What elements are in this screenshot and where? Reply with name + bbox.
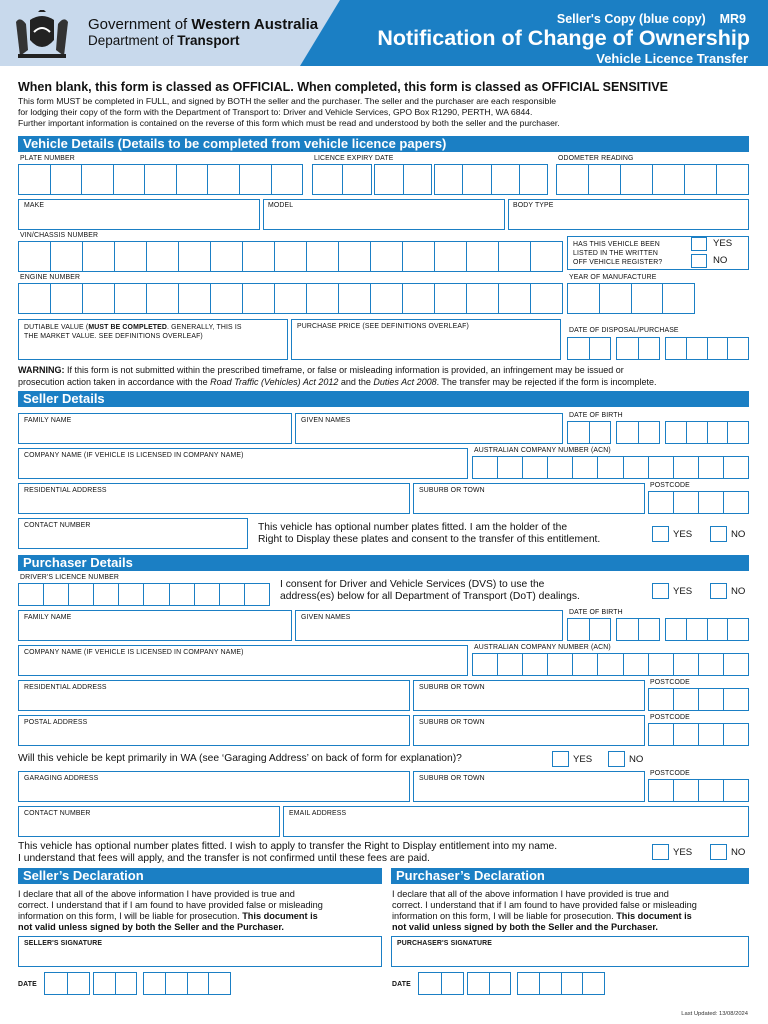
engine-number-field[interactable] — [18, 283, 563, 314]
dvs-consent-no-label: NO — [731, 586, 746, 597]
seller-details-heading: Seller Details — [18, 391, 749, 407]
year-of-manufacture-label: YEAR OF MANUFACTURE — [569, 274, 657, 281]
classification-notice: When blank, this form is classed as OFFICIAL. When completed, this form is classed as OFFICIAL SENSITIVE — [18, 80, 668, 94]
garaging-no-checkbox[interactable] — [608, 751, 625, 767]
purchaser-declaration-heading: Purchaser’s Declaration — [391, 868, 749, 884]
purchaser-signature-label: PURCHASER'S SIGNATURE — [397, 940, 493, 947]
purchaser-family-name-label: FAMILY NAME — [24, 614, 72, 621]
disposal-year-field[interactable] — [665, 337, 749, 360]
dvs-consent-statement — [280, 579, 580, 602]
intro-line: Further important information is contained on the reverse of this form which must be read and understood by both the seller and the purchaser. — [18, 118, 560, 128]
seller-date-year-field[interactable] — [143, 972, 231, 995]
dutiable-value-label: DUTIABLE VALUE (MUST BE COMPLETED. GENERALLY, THIS IS THE MARKET VALUE. SEE DEFINITIONS OVERLEAF) — [24, 324, 242, 340]
postal-postcode-label: POSTCODE — [650, 714, 690, 721]
dvs-consent-line: I consent for Driver and Vehicle Services (DVS) to use the — [280, 579, 545, 590]
seller-dob-day-field[interactable] — [567, 421, 611, 444]
seller-acn-field[interactable] — [472, 456, 749, 479]
wa-crest-icon — [10, 10, 74, 62]
licence-expiry-year-field[interactable] — [434, 164, 548, 195]
purchaser-acn-field[interactable] — [472, 653, 749, 676]
year-of-manufacture-field[interactable] — [567, 283, 695, 314]
written-off-yes-label: YES — [713, 238, 733, 249]
seller-given-names-label: GIVEN NAMES — [301, 417, 351, 424]
purchaser-plates-no-label: NO — [731, 847, 746, 858]
purchaser-postcode-label: POSTCODE — [650, 679, 690, 686]
seller-dob-label: DATE OF BIRTH — [569, 412, 623, 419]
seller-dob-month-field[interactable] — [616, 421, 660, 444]
vehicle-details-heading: Vehicle Details (Details to be completed from vehicle licence papers) — [18, 136, 749, 152]
plate-number-label: PLATE NUMBER — [20, 155, 75, 162]
licence-expiry-day-field[interactable] — [312, 164, 372, 195]
drivers-licence-field[interactable] — [18, 583, 270, 606]
vin-label: VIN/CHASSIS NUMBER — [20, 232, 99, 239]
disposal-day-field[interactable] — [567, 337, 611, 360]
purchaser-dob-year-field[interactable] — [665, 618, 749, 641]
purchaser-date-label: DATE — [392, 981, 411, 988]
model-field[interactable] — [263, 199, 505, 230]
seller-plates-no-checkbox[interactable] — [710, 526, 727, 542]
purchaser-plates-no-checkbox[interactable] — [710, 844, 727, 860]
form-title: Notification of Change of Ownership — [377, 26, 750, 50]
make-field[interactable] — [18, 199, 260, 230]
garaging-suburb-label: SUBURB OR TOWN — [419, 775, 485, 782]
seller-postcode-label: POSTCODE — [650, 482, 690, 489]
odometer-field[interactable] — [556, 164, 749, 195]
purchaser-dob-month-field[interactable] — [616, 618, 660, 641]
purchaser-plates-yes-label: YES — [673, 847, 693, 858]
seller-residential-address-label: RESIDENTIAL ADDRESS — [24, 487, 107, 494]
seller-plates-yes-checkbox[interactable] — [652, 526, 669, 542]
written-off-yes-checkbox[interactable] — [691, 237, 707, 251]
purchaser-dob-day-field[interactable] — [567, 618, 611, 641]
postal-postcode-field[interactable] — [648, 723, 749, 746]
intro-line: for lodging their copy of the form with the Department of Transport to: Driver and Vehicle Services, GPO Box R1290, PERTH, WA 6844. — [18, 107, 533, 117]
garaging-yes-label: YES — [573, 754, 593, 765]
vin-field[interactable] — [18, 241, 563, 272]
purchaser-plates-line: I understand that fees will apply, and the transfer is not confirmed until these fees are paid. — [18, 852, 430, 864]
purchaser-date-month-field[interactable] — [467, 972, 511, 995]
purchaser-declaration-text: I declare that all of the above information I have provided is true and correct. I understand that if I am found to have provided false or misleading information on this form, I will be liable for prosecution. This document is not valid unless signed by both the Seller and the Purchaser. — [392, 889, 697, 932]
email-address-label: EMAIL ADDRESS — [289, 810, 347, 817]
purchaser-company-name-label: COMPANY NAME (IF VEHICLE IS LICENSED IN COMPANY NAME) — [24, 649, 244, 656]
seller-company-name-label: COMPANY NAME (IF VEHICLE IS LICENSED IN COMPANY NAME) — [24, 452, 244, 459]
make-label: MAKE — [24, 202, 45, 209]
garaging-question: Will this vehicle be kept primarily in WA (see ‘Garaging Address’ on back of form for explanation)? — [18, 753, 462, 764]
written-off-no-checkbox[interactable] — [691, 254, 707, 268]
seller-plates-line: Right to Display these plates and consent to the transfer of this entitlement. — [258, 533, 601, 545]
form-subtitle: Vehicle Licence Transfer — [596, 51, 748, 66]
email-address-field[interactable] — [283, 806, 749, 837]
dvs-consent-yes-checkbox[interactable] — [652, 583, 669, 599]
purchaser-date-year-field[interactable] — [517, 972, 605, 995]
seller-signature-label: SELLER'S SIGNATURE — [24, 940, 103, 947]
garaging-no-label: NO — [629, 754, 644, 765]
licence-expiry-month-field[interactable] — [374, 164, 432, 195]
seller-family-name-label: FAMILY NAME — [24, 417, 72, 424]
seller-suburb-label: SUBURB OR TOWN — [419, 487, 485, 494]
dvs-consent-no-checkbox[interactable] — [710, 583, 727, 599]
purchaser-contact-number-label: CONTACT NUMBER — [24, 810, 91, 817]
purchaser-residential-address-label: RESIDENTIAL ADDRESS — [24, 684, 107, 691]
intro-line: This form MUST be completed in FULL, and signed by BOTH the seller and the purchaser. The seller and the purchaser are each responsible — [18, 96, 557, 106]
garaging-yes-checkbox[interactable] — [552, 751, 569, 767]
written-off-question — [573, 240, 662, 267]
purchaser-plates-yes-checkbox[interactable] — [652, 844, 669, 860]
dvs-consent-yes-label: YES — [673, 586, 693, 597]
purchaser-dob-label: DATE OF BIRTH — [569, 609, 623, 616]
odometer-label: ODOMETER READING — [558, 155, 634, 162]
warning-text: WARNING: If this form is not submitted within the prescribed timeframe, or false or misleading information is provided, an infringement may be issued or prosecution action taken in accordance with the Road Traffic (Vehicles) Act 2012 and the Duties Act 2008. The transfer may be rejected if the form is incomplete. — [18, 365, 657, 387]
seller-plates-yes-label: YES — [673, 529, 693, 540]
engine-number-label: ENGINE NUMBER — [20, 274, 81, 281]
intro-text — [18, 96, 753, 129]
dvs-consent-line: address(es) below for all Department of Transport (DoT) dealings. — [280, 590, 580, 602]
garaging-postcode-label: POSTCODE — [650, 770, 690, 777]
purchaser-date-day-field[interactable] — [418, 972, 464, 995]
body-type-label: BODY TYPE — [513, 202, 554, 209]
garaging-address-label: GARAGING ADDRESS — [24, 775, 99, 782]
seller-declaration-text: I declare that all of the above information I have provided is true and correct. I understand that if I am found to have provided false or misleading information on this form, I will be liable for prosecution. This document is not valid unless signed by both the Seller and the Purchaser. — [18, 889, 323, 932]
department-name: Department of Transport — [88, 33, 240, 48]
copy-label: Seller's Copy (blue copy) MR9 — [556, 12, 746, 26]
postal-address-label: POSTAL ADDRESS — [24, 719, 88, 726]
last-updated: Last Updated: 13/08/2024 — [681, 1011, 748, 1017]
purchaser-given-names-label: GIVEN NAMES — [301, 614, 351, 621]
seller-dob-year-field[interactable] — [665, 421, 749, 444]
purchase-price-label: PURCHASE PRICE (SEE DEFINITIONS OVERLEAF) — [297, 323, 469, 330]
disposal-date-label: DATE OF DISPOSAL/PURCHASE — [569, 327, 679, 334]
plate-number-field[interactable] — [18, 164, 303, 195]
written-off-no-label: NO — [713, 255, 728, 266]
purchaser-acn-label: AUSTRALIAN COMPANY NUMBER (ACN) — [474, 644, 611, 651]
written-off-line: HAS THIS VEHICLE BEEN — [573, 241, 660, 248]
licence-expiry-label: LICENCE EXPIRY DATE — [314, 155, 394, 162]
purchaser-plates-line: This vehicle has optional number plates fitted. I wish to apply to transfer the Right to Display entitlement into my name. — [18, 841, 558, 852]
seller-postcode-field[interactable] — [648, 491, 749, 514]
purchaser-plates-statement — [18, 841, 557, 864]
garaging-postcode-field[interactable] — [648, 779, 749, 802]
seller-plates-line: This vehicle has optional number plates fitted. I am the holder of the — [258, 522, 568, 533]
seller-date-label: DATE — [18, 981, 37, 988]
seller-date-month-field[interactable] — [93, 972, 137, 995]
seller-plates-no-label: NO — [731, 529, 746, 540]
seller-contact-number-label: CONTACT NUMBER — [24, 522, 91, 529]
model-label: MODEL — [268, 202, 294, 209]
purchaser-suburb-label: SUBURB OR TOWN — [419, 684, 485, 691]
purchaser-postcode-field[interactable] — [648, 688, 749, 711]
seller-date-day-field[interactable] — [44, 972, 90, 995]
written-off-line: LISTED IN THE WRITTEN — [573, 250, 658, 257]
purchaser-details-heading: Purchaser Details — [18, 555, 749, 571]
postal-suburb-label: SUBURB OR TOWN — [419, 719, 485, 726]
seller-plates-statement — [258, 522, 600, 545]
seller-declaration-heading: Seller’s Declaration — [18, 868, 382, 884]
disposal-month-field[interactable] — [616, 337, 660, 360]
drivers-licence-label: DRIVER'S LICENCE NUMBER — [20, 574, 119, 581]
seller-acn-label: AUSTRALIAN COMPANY NUMBER (ACN) — [474, 447, 611, 454]
government-name: Government of Western Australia — [88, 16, 319, 33]
written-off-line: OFF VEHICLE REGISTER? — [573, 259, 663, 266]
